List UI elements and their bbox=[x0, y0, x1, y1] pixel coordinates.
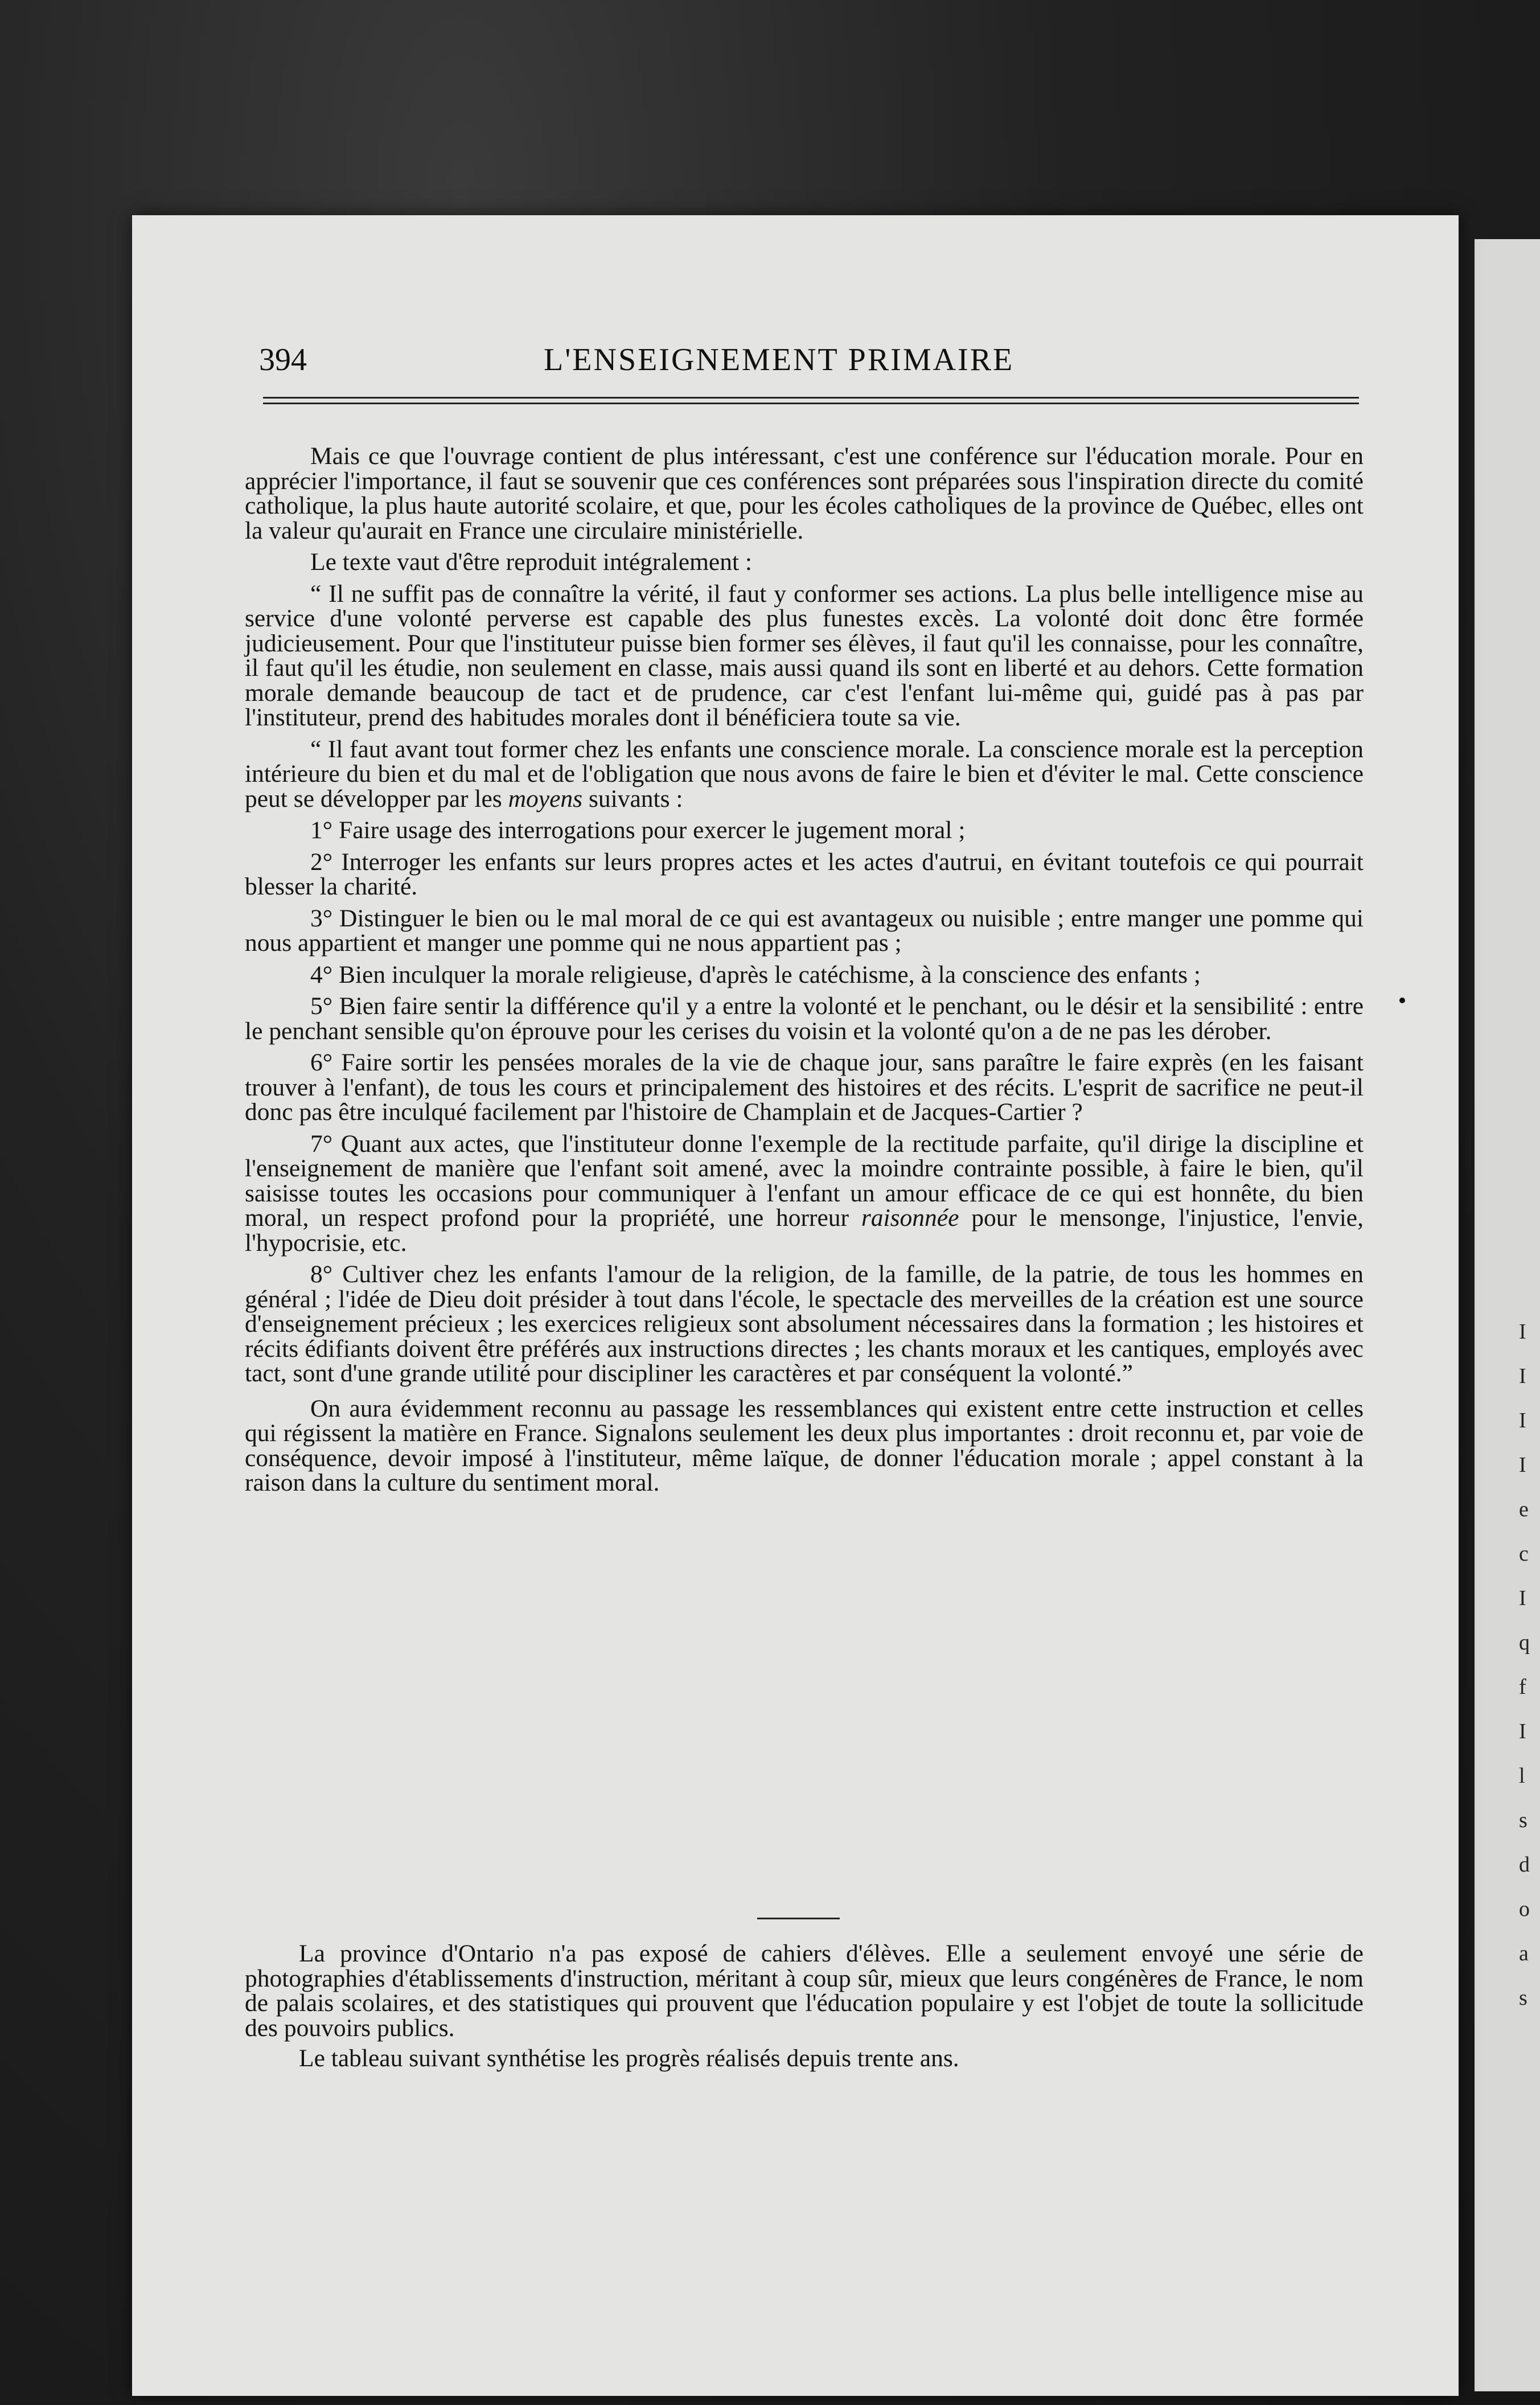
adjacent-page-letter: I bbox=[1519, 1320, 1526, 1344]
adjacent-page-letter: I bbox=[1519, 1364, 1526, 1388]
list-item: 4° Bien inculquer la morale religieuse, d'après le catéchisme, à la conscience des enfants ; bbox=[310, 961, 1201, 988]
adjacent-page-fragments bbox=[1519, 1310, 1540, 2020]
adjacent-page-letter: f bbox=[1519, 1675, 1526, 1699]
list-item: 6° Faire sortir les pensées morales de la vie de chaque jour, sans paraître le faire exprès (en les faisant trouver à l'enfant), de tous les cours et principalement des histoires et des récits. L'esprit de sacrifice ne peut-il donc pas être inculqué facilement par l'histoire de Champlain et de Jacques-Cartier ? bbox=[245, 1049, 1364, 1126]
quote-paragraph: “ Il faut avant tout former chez les enfants une conscience morale. La conscience morale est la perception intérieure du bien et du mal et de l'obligation que nous avons de faire le bien et d'éviter le mal. Cette conscience peut se développer par les moyens suivants : bbox=[245, 735, 1364, 812]
adjacent-page-letter: I bbox=[1519, 1409, 1526, 1433]
adjacent-page-letter: q bbox=[1519, 1631, 1530, 1655]
section-separator bbox=[757, 1918, 840, 1919]
header-rule-top bbox=[263, 397, 1359, 399]
main-text bbox=[245, 444, 1364, 1503]
italic-term: raisonnée bbox=[861, 1204, 959, 1232]
running-title: L'ENSEIGNEMENT PRIMAIRE bbox=[544, 342, 1015, 377]
adjacent-page-letter: I bbox=[1519, 1453, 1526, 1477]
list-item: 1° Faire usage des interrogations pour exercer le jugement moral ; bbox=[310, 816, 966, 844]
paragraph: Le texte vaut d'être reproduit intégralement : bbox=[310, 548, 753, 576]
adjacent-page-letter: l bbox=[1519, 1764, 1525, 1788]
paragraph: On aura évidemment reconnu au passage les ressemblances qui existent entre cette instruction et celles qui régissent la matière en France. Signalons seulement les deux plus importantes : droit reconnu et, par voie de conséquence, devoir imposé à l'instituteur, même laïque, de donner l'éducation morale ; appel constant à la raison dans la culture du sentiment moral. bbox=[245, 1394, 1364, 1496]
closing-text bbox=[245, 1942, 1364, 2077]
adjacent-page-letter: s bbox=[1519, 1808, 1527, 1832]
italic-term: moyens bbox=[508, 785, 583, 812]
list-item: 8° Cultiver chez les enfants l'amour de la religion, de la famille, de la patrie, de tous les hommes en général ; l'idée de Dieu doit présider à tout dans l'école, le spectacle des merveilles de la création est une source d'enseignement précieux ; les exercices religieux sont absolument nécessaires dans la formation ; les histoires et récits édifiants doivent être préférés aux instructions directes ; les chants moraux et les cantiques, employés avec tact, sont d'une grande utilité pour discipliner les caractères et par conséquent la volonté.” bbox=[245, 1261, 1364, 1387]
adjacent-page-letter: d bbox=[1519, 1853, 1530, 1877]
list-item: 7° Quant aux actes, que l'instituteur donne l'exemple de la rectitude parfaite, qu'il dirige la discipline et l'enseignement de manière que l'enfant soit amené, avec la moindre contrainte possible, à faire le bien, qu'il saisisse toutes les occasions pour communiquer à l'enfant un amour efficace de ce qui est honnête, du bien moral, un respect profond pour la propriété, une horreur raisonnée pour le mensonge, l'injustice, l'envie, l'hypocrisie, etc. bbox=[245, 1130, 1364, 1257]
quote-paragraph: “ Il ne suffit pas de connaître la vérité, il faut y conformer ses actions. La plus belle intelligence mise au service d'une volonté perverse est capable des plus funestes excès. La volonté doit donc être formée judicieusement. Pour que l'instituteur puisse bien former ses élèves, il faut qu'il les connaisse, pour les connaître, il faut qu'il les étudie, non seulement en classe, mais aussi quand ils sont en liberté et au dehors. Cette formation morale demande beaucoup de tact et de prudence, car c'est l'enfant lui-même qui, guidé pas à pas par l'instituteur, prend des habitudes morales dont il bénéficiera toute sa vie. bbox=[245, 580, 1364, 731]
adjacent-page-letter: s bbox=[1519, 1986, 1527, 2010]
header-rule-bottom bbox=[263, 403, 1359, 404]
adjacent-page-letter: e bbox=[1519, 1497, 1529, 1521]
list-item: 5° Bien faire sentir la différence qu'il y a entre la volonté et le penchant, ou le désir et la sensibilité : entre le penchant sensible qu'on éprouve pour les cerises du voisin et la volonté qu'on a de ne pas les dérober. bbox=[245, 992, 1364, 1045]
adjacent-page-letter: o bbox=[1519, 1897, 1530, 1921]
list-item: 2° Interroger les enfants sur leurs propres actes et les actes d'autrui, en évitant toutefois ce qui pourrait blesser la charité. bbox=[245, 848, 1364, 900]
paragraph: Le tableau suivant synthétise les progrès réalisés depuis trente ans. bbox=[299, 2045, 959, 2072]
adjacent-page-letter: c bbox=[1519, 1542, 1529, 1566]
adjacent-page-letter: I bbox=[1519, 1719, 1526, 1743]
adjacent-page-letter: I bbox=[1519, 1586, 1526, 1610]
adjacent-page-letter: a bbox=[1519, 1942, 1529, 1965]
paragraph: Mais ce que l'ouvrage contient de plus intéressant, c'est une conférence sur l'éducation morale. Pour en apprécier l'importance, il faut se souvenir que ces conférences sont préparées sous l'inspiration directe du comité catholique, la plus haute autorité scolaire, et que, pour les écoles catholiques de la province de Québec, elles ont la valeur qu'aurait en France une circulaire ministérielle. bbox=[245, 442, 1364, 544]
paragraph: La province d'Ontario n'a pas exposé de cahiers d'élèves. Elle a seulement envoyé une série de photographies d'établissements d'instruction, méritant à coup sûr, mieux que leurs congénères de France, le nom de palais scolaires, et des statistiques qui prouvent que l'éducation populaire y est l'objet de toute la sollicitude des pouvoirs publics. bbox=[245, 1940, 1364, 2042]
list-item: 3° Distinguer le bien ou le mal moral de ce qui est avantageux ou nuisible ; entre manger une pomme qui nous appartient et manger une pomme qui ne nous appartient pas ; bbox=[245, 904, 1364, 957]
page-number: 394 bbox=[259, 342, 307, 377]
ink-speck bbox=[1399, 998, 1405, 1003]
